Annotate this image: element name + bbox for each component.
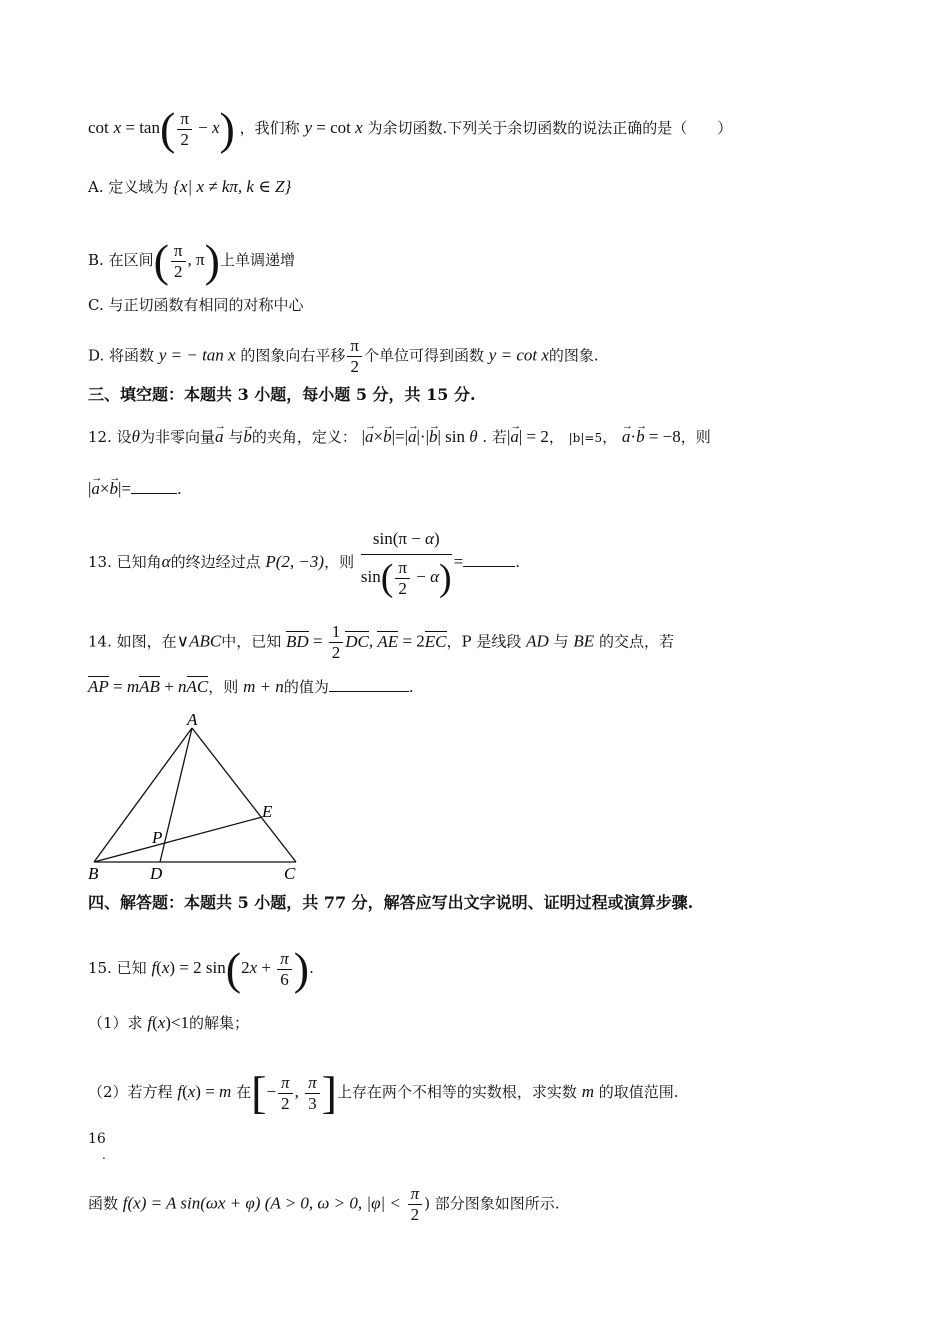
question-16-number: 16	[88, 1131, 106, 1147]
label-d: D	[150, 864, 163, 882]
section-4-heading: 四、解答题：本题共 5 小题，共 77 分，解答应写出文字说明、证明过程或演算步骤.	[88, 893, 694, 912]
question-16: 函数 f(x) = A sin(ωx + φ) (A > 0, ω > 0, |φ| < $\frac{\pi}{2}$ ) 部分图象如图所示.	[88, 1184, 560, 1224]
cot-text: cot	[88, 118, 109, 137]
label-b: B	[88, 864, 99, 882]
option-b[interactable]: B. 在区间( $\frac{\pi}{2}$ , π)上单调递增	[88, 235, 295, 286]
segment-ad	[160, 728, 192, 862]
pi-over-2: $\frac{\pi}{2}$	[177, 109, 192, 150]
label-e: E	[262, 802, 273, 821]
q14-answer-blank[interactable]	[329, 691, 409, 692]
option-a[interactable]: A. 定义域为 {x| x ≠ kπ, k ∈ Z}	[88, 177, 292, 196]
question-15-part-1: （1）求 f(x)<1的解集；	[88, 1013, 250, 1032]
tan-text: tan	[139, 118, 160, 137]
q12-answer-blank[interactable]	[131, 493, 177, 494]
option-c[interactable]: C. 与正切函数有相同的对称中心	[88, 296, 304, 314]
question-13: 13. 已知角α的终边经过点 P(2, −3)，则 sin(π − α) sin( $\frac{\pi}{2}$ − α) = .	[88, 520, 520, 604]
question-15-part-2: （2）若方程 f(x) = m 在[− $\frac{\pi}{2}$ , $\frac{\pi}{3}$ ]上存在两个不相等的实数根，求实数 m 的取值范围.	[88, 1067, 679, 1118]
label-a: A	[187, 712, 198, 729]
intro-text-2: 为余切函数.下列关于余切函数的说法正确的是（ ）	[367, 119, 733, 137]
question-15: 15. 已知 f(x) = 2 sin(2x + $\frac{\pi}{6}$ ).	[88, 943, 314, 994]
section-3-heading: 三、填空题：本题共 3 小题，每小题 5 分，共 15 分.	[88, 385, 476, 404]
question-12: 12. 设θ为非零向量→ a 与→ b的夹角，定义： |→ a×→ b|=|→ a|·|→ b| sin θ . 若|→ a| = 2， |b|=5， → a·→ b = −8，则	[88, 426, 711, 449]
edge-ab	[94, 728, 192, 862]
question-12-line-2: |→ a×→ b|= .	[88, 478, 182, 500]
intro-line: cot x = tan( $\frac{\pi}{2}$ − x) ，我们称 y = cot x 为余切函数.下列关于余切函数的说法正确的是（ ）	[88, 103, 733, 154]
edge-ac	[192, 728, 296, 862]
segment-be	[94, 817, 262, 862]
option-a-math: {x| x ≠ kπ, k ∈ Z}	[173, 177, 292, 196]
question-14-line-2: AP = mAB + nAC，则 m + n的值为 .	[88, 677, 414, 696]
label-c: C	[284, 864, 296, 882]
b-norm: |b|=5	[568, 431, 603, 445]
question-16-dot: .	[102, 1148, 106, 1162]
question-14: 14. 如图，在∨ABC中，已知 BD = $\frac{1}{2}$ DC, AE = 2EC，P 是线段 AD 与 BE 的交点，若	[88, 622, 674, 662]
option-d[interactable]: D. 将函数 y = − tan x 的图象向右平移 $\frac{\pi}{2}$ 个单位可得到函数 y = cot x的图象.	[88, 336, 599, 376]
label-p: P	[152, 828, 163, 847]
q13-answer-blank[interactable]	[463, 566, 515, 567]
intro-text-1: ，我们称	[239, 119, 300, 137]
triangle-figure	[82, 712, 322, 882]
